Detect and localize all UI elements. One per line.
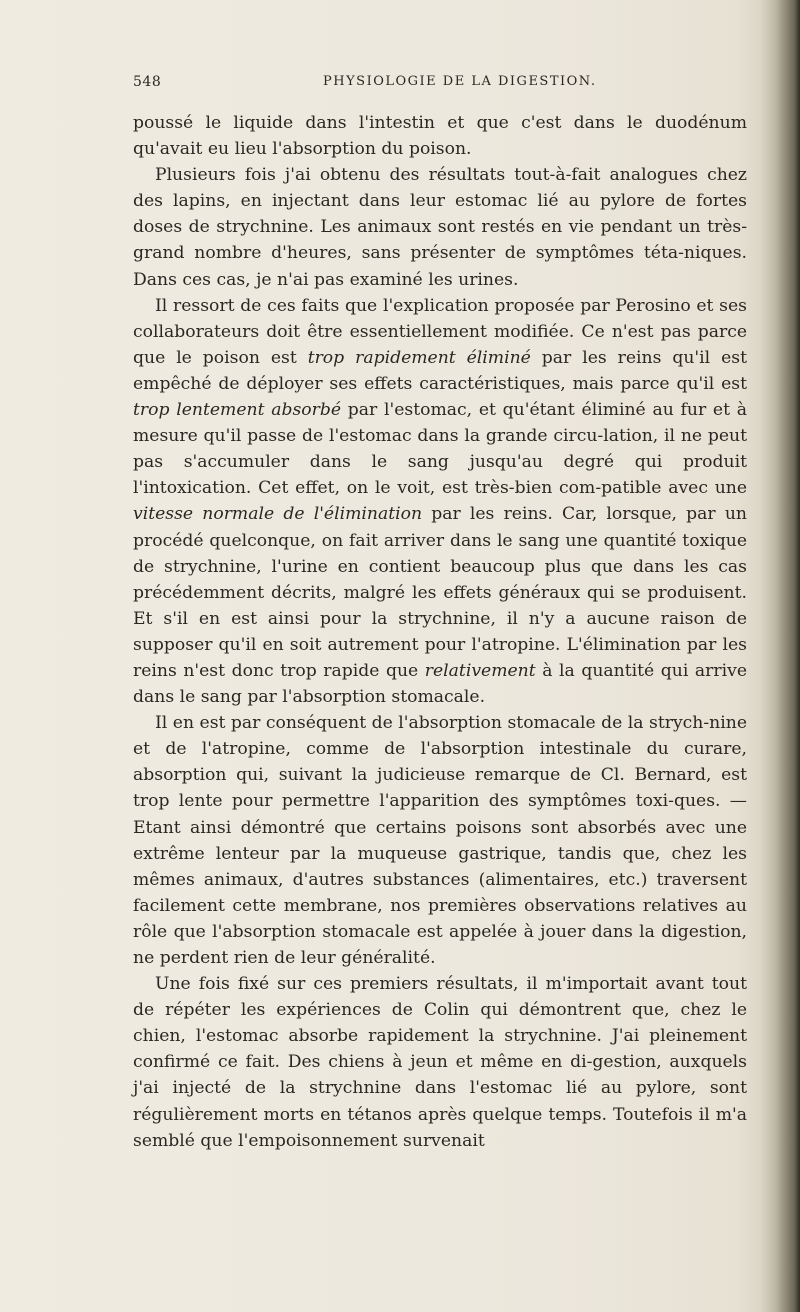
paragraph-3-text-1: Il ressort de ces faits que l'explication proposée par Perosino et ses collaborateurs doit être essentiellement modifiée. Ce n'est pas parce que le poison est bbox=[133, 295, 747, 368]
page-number: 548 bbox=[133, 74, 162, 90]
paragraph-3-text-3: par l'estomac, et qu'étant éliminé au fur et à mesure qu'il passe de l'estomac dans la grande circu-lation, il ne peut pas s'accumuler dans le sang jusqu'au degré qui produit l'intoxication. Cet effet, on le voit, est très-bien com-patible avec une bbox=[133, 400, 747, 499]
emphasis-trop-lentement-absorbe: trop lentement absorbé bbox=[133, 400, 342, 421]
paragraph-2: Plusieurs fois j'ai obtenu des résultats tout-à-fait analogues chez des lapins, en injectant dans leur estomac lié au pylore de fortes doses de strychnine. Les animaux sont restés en vie pendant un très-grand nombre d'heures, sans présenter de symptômes téta-niques. Dans ces cas, je n'ai pas examiné les urines. bbox=[133, 165, 747, 290]
page-gutter-shadow bbox=[760, 0, 800, 1312]
paragraph-3-text-5: à la quantité qui arrive dans le sang par l'absorption stomacale. bbox=[133, 660, 747, 708]
paragraph-1: poussé le liquide dans l'intestin et que c'est dans le duodénum qu'avait eu lieu l'absorption du poison. bbox=[133, 113, 747, 160]
paragraph-3 bbox=[133, 293, 747, 711]
paragraph-4: Il en est par conséquent de l'absorption stomacale de la strych-nine et de l'atropine, comme de l'absorption intestinale du curare, absorption qui, suivant la judicieuse remarque de Cl. Bernard, est trop lente pour permettre l'apparition des symptômes toxi-ques. — Etant ainsi démontré que certains poisons sont absorbés avec une extrême lenteur par la muqueuse gastrique, tandis que, chez les mêmes animaux, d'autres substances (alimentaires, etc.) traversent facilement cette membrane, nos premières observations relatives au rôle que l'absorption stomacale est appelée à jouer dans la digestion, ne perdent rien de leur généralité. bbox=[133, 713, 747, 968]
emphasis-vitesse-normale: vitesse normale de l'élimination bbox=[133, 504, 423, 525]
running-head bbox=[133, 74, 743, 94]
emphasis-trop-rapidement-elimine: trop rapidement éliminé bbox=[307, 347, 531, 368]
emphasis-relativement: relativement bbox=[424, 660, 536, 681]
header-title: PHYSIOLOGIE DE LA DIGESTION. bbox=[323, 74, 597, 89]
body-text bbox=[133, 110, 747, 1154]
paragraph-3-text-4: par les reins. Car, lorsque, par un procédé quelconque, on fait arriver dans le sang une quantité toxique de strychnine, l'urine en contient beaucoup plus que dans les cas précédemment décrits, malgré les effets généraux qui se produisent. Et s'il en est ainsi pour la strychnine, il n'y a aucune raison de supposer qu'il en soit autrement pour l'atropine. L'élimination par les reins n'est donc trop rapide que bbox=[133, 504, 747, 681]
paragraph-3-text-2: par les reins qu'il est empêché de déployer ses effets caractéristiques, mais parce qu'il est bbox=[133, 347, 747, 394]
paragraph-5: Une fois fixé sur ces premiers résultats, il m'importait avant tout de répéter les expériences de Colin qui démontrent que, chez le chien, l'estomac absorbe rapidement la strychnine. J'ai pleinement confirmé ce fait. Des chiens à jeun et même en di-gestion, auxquels j'ai injecté de la strychnine dans l'estomac lié au pylore, sont régulièrement morts en tétanos après quelque temps. Toutefois il m'a semblé que l'empoisonnement survenait bbox=[133, 974, 747, 1151]
